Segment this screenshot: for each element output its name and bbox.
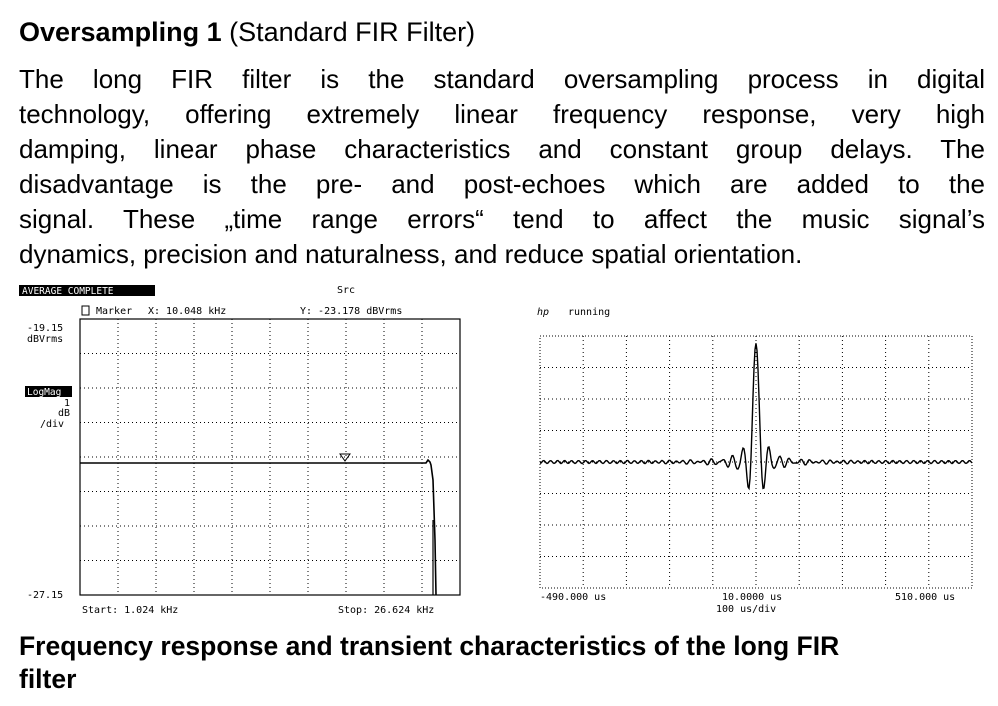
plot-title: Src bbox=[337, 285, 356, 296]
marker-y: Y: -23.178 dBVrms bbox=[300, 306, 403, 317]
scale-unit: dB bbox=[58, 408, 71, 419]
x-scale-label: 100 us/div bbox=[716, 604, 777, 615]
body-paragraph bbox=[19, 62, 985, 272]
start-frequency: Start: 1.024 kHz bbox=[82, 605, 179, 616]
paragraph-line: signal. These „time range errors“ tend to affect the music signal’s bbox=[19, 204, 985, 234]
hp-logo: hp bbox=[537, 307, 550, 318]
heading-bold: Oversampling 1 bbox=[19, 17, 222, 47]
section-heading bbox=[19, 17, 475, 48]
x-right-label: 510.000 us bbox=[895, 592, 956, 603]
scale-value: 1 bbox=[64, 398, 71, 409]
marker-icon bbox=[82, 306, 89, 315]
paragraph-line: disadvantage is the pre- and post-echoes which are added to the bbox=[19, 169, 985, 199]
scale-div: /div bbox=[40, 419, 65, 430]
frequency-response-plot bbox=[0, 280, 490, 620]
grid bbox=[80, 319, 460, 595]
caption-line: Frequency response and transient characteristics of the long FIR bbox=[19, 631, 840, 661]
x-center-label: 10.0000 us bbox=[722, 592, 783, 603]
ref-bottom-value: -27.15 bbox=[27, 590, 64, 601]
paragraph-line: The long FIR filter is the standard oversampling process in digital bbox=[19, 64, 985, 94]
impulse-response-plot bbox=[500, 280, 980, 620]
frequency-response-trace bbox=[80, 460, 436, 595]
caption-line: filter bbox=[19, 664, 77, 694]
scale-mode: LogMag bbox=[27, 387, 62, 398]
status-badge: AVERAGE COMPLETE bbox=[22, 286, 114, 297]
heading-subtitle: (Standard FIR Filter) bbox=[229, 17, 476, 47]
ref-top-unit: dBVrms bbox=[27, 334, 64, 345]
x-left-label: -490.000 us bbox=[540, 592, 607, 603]
stop-frequency: Stop: 26.624 kHz bbox=[338, 605, 435, 616]
marker-x: X: 10.048 kHz bbox=[148, 306, 227, 317]
marker-label: Marker bbox=[96, 306, 133, 317]
ref-top-value: -19.15 bbox=[27, 323, 64, 334]
paragraph-line: technology, offering extremely linear frequency response, very high bbox=[19, 99, 985, 129]
paragraph-line: dynamics, precision and naturalness, and reduce spatial orientation. bbox=[19, 239, 803, 269]
impulse-trace bbox=[540, 343, 972, 488]
paragraph-line: damping, linear phase characteristics and constant group delays. The bbox=[19, 134, 985, 164]
running-status: running bbox=[568, 307, 611, 318]
figure-caption bbox=[19, 630, 985, 696]
